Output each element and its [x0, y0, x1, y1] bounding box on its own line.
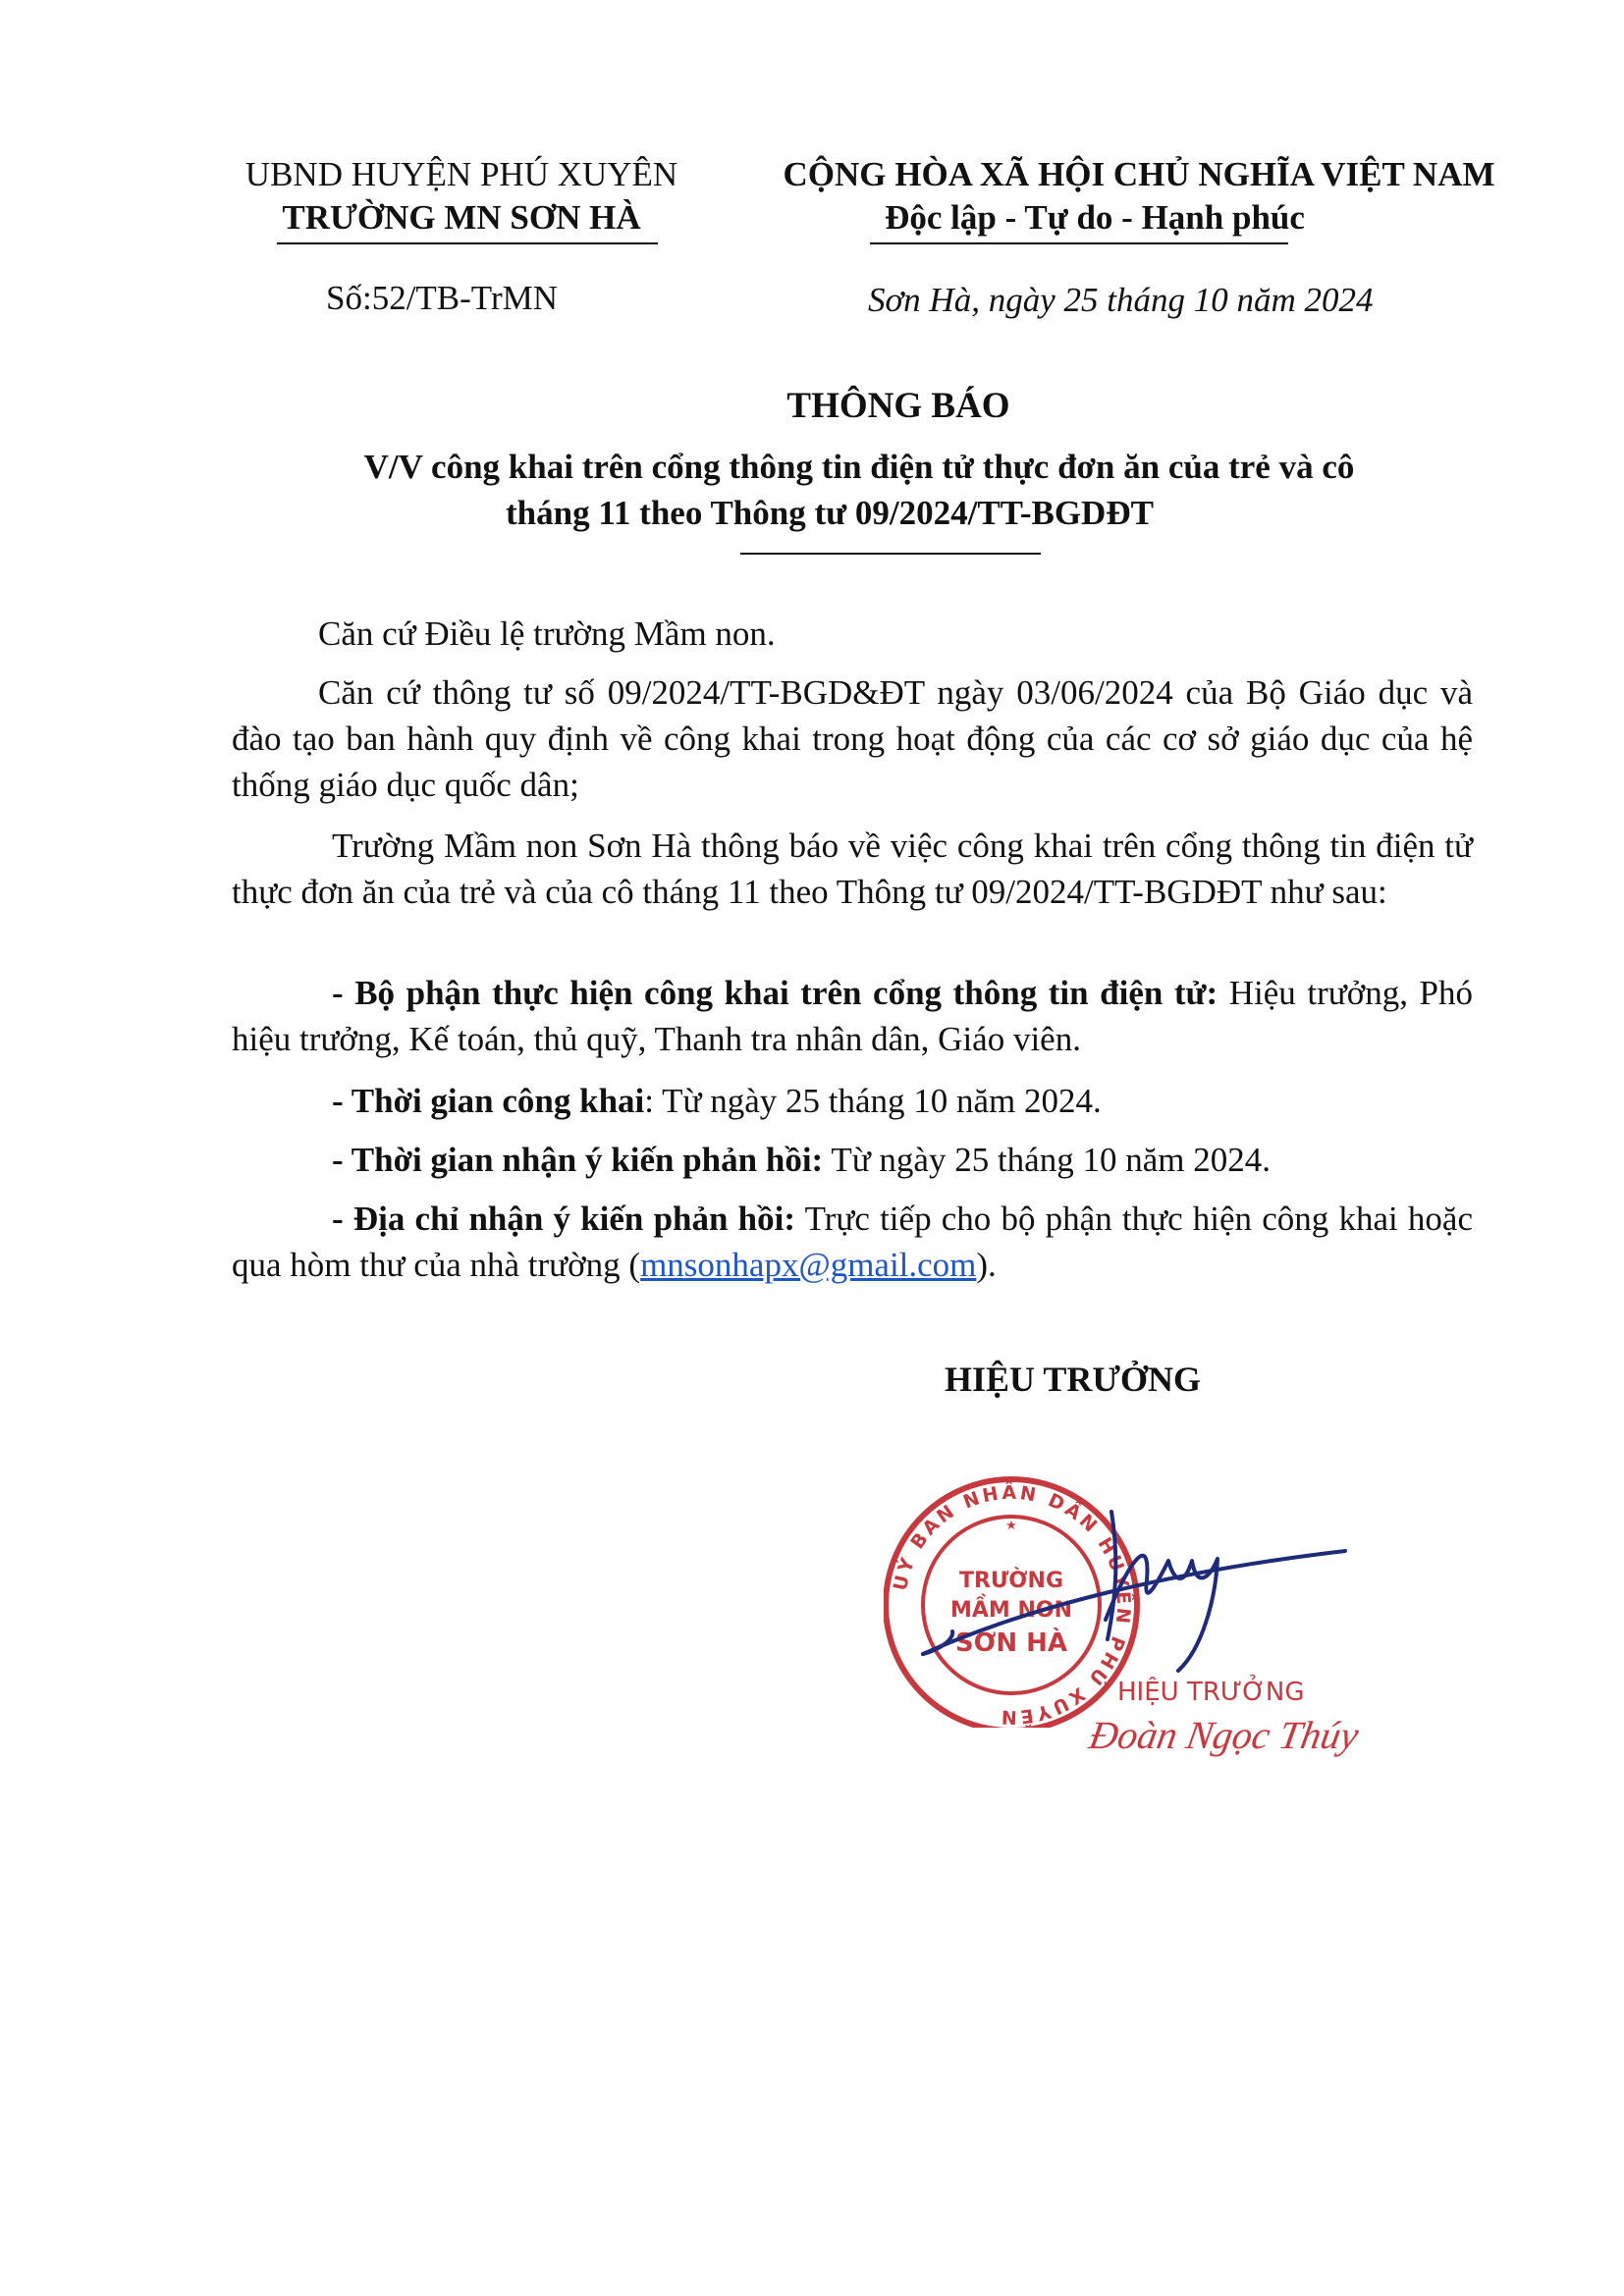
item-publish-time-text: : Từ ngày 25 tháng 10 năm 2024. — [644, 1082, 1102, 1120]
svg-text:★: ★ — [1005, 1519, 1017, 1533]
place-date: Sơn Hà, ngày 25 tháng 10 năm 2024 — [868, 281, 1374, 319]
item-department — [232, 970, 1473, 1062]
item-publish-time-label: - Thời gian công khai — [332, 1082, 645, 1120]
seal-stamp-icon — [886, 1479, 1137, 1728]
paragraph-basis-2-text: Căn cứ thông tư số 09/2024/TT-BGD&ĐT ngày 03/06/2024 của Bộ Giáo dục và đào tạo ban hành quy định về công khai trong hoạt động của các cơ sở giáo dục của hệ thống giáo dục quốc dân; — [232, 673, 1473, 804]
item-department-text: Hiệu trưởng, Phó hiệu trưởng, Kế toán, thủ quỹ, Thanh tra nhân dân, Giáo viên. — [232, 974, 1473, 1058]
item-feedback-address-text: Trực tiếp cho bộ phận thực hiện công khai hoặc qua hòm thư của nhà trường ( — [232, 1200, 1473, 1284]
seal-line-3: SƠN HÀ — [954, 1629, 1068, 1658]
item-feedback-time-label: - Thời gian nhận ý kiến phản hồi: — [332, 1141, 824, 1179]
item-feedback-time — [232, 1137, 1473, 1183]
header-left-underline — [277, 242, 658, 244]
seal-ring-text: UỶ BAN NHÂN DÂN HUYỆN PHÚ XUYÊN — [889, 1481, 1135, 1728]
notice-subject — [245, 444, 1473, 536]
item-department-label: - Bộ phận thực hiện công khai trên cổng thông tin điện tử: — [332, 974, 1218, 1012]
item-publish-time — [232, 1078, 1473, 1124]
seal-line-1: TRƯỜNG — [958, 1569, 1064, 1593]
item-feedback-address — [232, 1196, 1473, 1288]
paragraph-basis-2 — [232, 669, 1473, 808]
stamp-role: HIỆU TRƯỞNG — [1117, 1678, 1305, 1707]
seal-and-signature — [884, 1414, 1434, 1728]
header-right — [707, 153, 1571, 240]
subject-line-1: V/V công khai trên cổng thông tin điện tử thực đơn ăn của trẻ và cô — [363, 448, 1355, 486]
paragraph-announcement-text: Trường Mầm non Sơn Hà thông báo về việc công khai trên cổng thông tin điện tử thực đơn ăn của trẻ và của cô tháng 11 theo Thông tư 09/2024/TT-BGDĐT như sau: — [232, 827, 1473, 911]
title-underline — [740, 553, 1041, 555]
item-feedback-address-label: - Địa chỉ nhận ý kiến phản hồi: — [332, 1200, 796, 1238]
paragraph-basis-1-text: Căn cứ Điều lệ trường Mầm non. — [318, 614, 776, 653]
doc-number: Số:52/TB-TrMN — [326, 279, 558, 317]
school-name: TRƯỜNG MN SƠN HÀ — [282, 198, 641, 237]
paragraph-basis-1 — [232, 611, 1473, 657]
header-right-underline — [870, 242, 1288, 244]
notice-title: THÔNG BÁO — [786, 386, 1010, 426]
seal-line-2: MẦM NON — [950, 1598, 1072, 1623]
signature-role: HIỆU TRƯỞNG — [945, 1360, 1202, 1399]
email-link[interactable]: mnsonhapx@gmail.com — [640, 1246, 977, 1284]
country-name: CỘNG HÒA XÃ HỘI CHỦ NGHĨA VIỆT NAM — [783, 155, 1495, 193]
motto: Độc lập - Tự do - Hạnh phúc — [885, 198, 1305, 237]
signer-name: Đoàn Ngọc Thúy — [1086, 1713, 1363, 1757]
subject-line-2: tháng 11 theo Thông tư 09/2024/TT-BGDĐT — [506, 494, 1154, 532]
item-feedback-time-text: Từ ngày 25 tháng 10 năm 2024. — [823, 1141, 1271, 1179]
item-feedback-address-end: ). — [976, 1246, 997, 1284]
paragraph-announcement — [232, 823, 1473, 915]
district-name: UBND HUYỆN PHÚ XUYÊN — [244, 155, 678, 193]
